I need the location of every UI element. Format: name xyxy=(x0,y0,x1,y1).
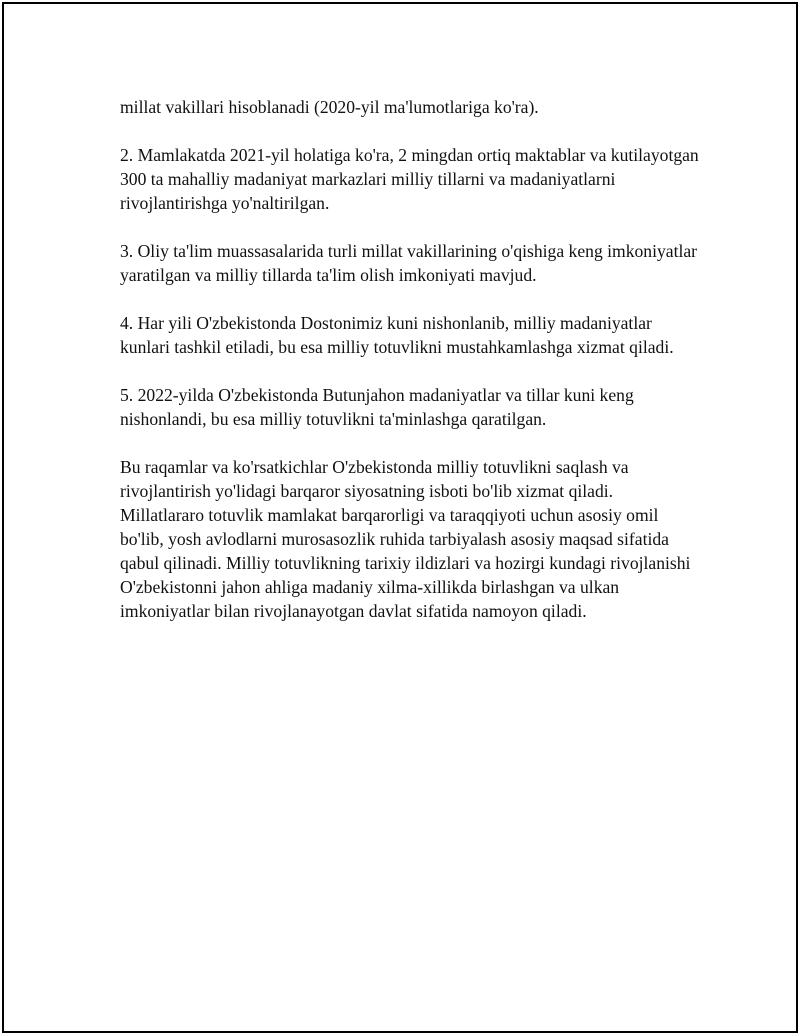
paragraph-conclusion: Bu raqamlar va ko'rsatkichlar O'zbekistonda milliy totuvlikni saqlash va rivojlantirish yo'lidagi barqaror siyosatning isboti bo'lib xizmat qiladi. Millatlararo totuvlik mamlakat barqarorligi va taraqqiyoti uchun asosiy omil bo'lib, yosh avlodlarni murosasozlik ruhida tarbiyalash asosiy maqsad sifatida qabul qilinadi. Milliy totuvlikning tarixiy ildizlari va hozirgi kundagi rivojlanishi O'zbekistonni jahon ahliga madaniy xilma-xillikda birlashgan va ulkan imkoniyatlar bilan rivojlanayotgan davlat sifatida namoyon qiladi. xyxy=(120,457,691,621)
paragraph-item-3: 3. Oliy ta'lim muassasalarida turli millat vakillarining o'qishiga keng imkoniyatlar yaratilgan va milliy tillarda ta'lim olish imkoniyati mavjud. xyxy=(120,241,698,285)
paragraph-item-5: 5. 2022-yilda O'zbekistonda Butunjahon madaniyatlar va tillar kuni keng nishonlandi, bu esa milliy totuvlikni ta'minlashga qaratilgan. xyxy=(120,385,634,429)
paragraph-continuation: millat vakillari hisoblanadi (2020-yil ma'lumotlariga ko'ra). xyxy=(120,97,539,117)
document-body xyxy=(120,95,700,647)
paragraph-item-2: 2. Mamlakatda 2021-yil holatiga ko'ra, 2 mingdan ortiq maktablar va kutilayotgan 300 ta mahalliy madaniyat markazlari milliy tillarni va madaniyatlarni rivojlantirishga yo'naltirilgan. xyxy=(120,145,699,213)
document-page xyxy=(2,2,798,1033)
paragraph-item-4: 4. Har yili O'zbekistonda Dostonimiz kuni nishonlanib, milliy madaniyatlar kunlari tashkil etiladi, bu esa milliy totuvlikni mustahkamlashga xizmat qiladi. xyxy=(120,313,674,357)
